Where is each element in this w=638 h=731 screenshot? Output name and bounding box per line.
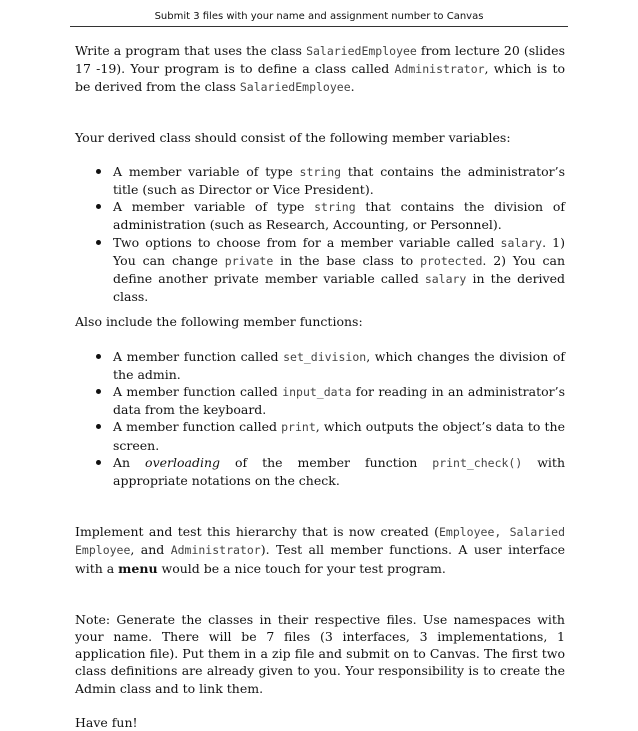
implement-text: would be a nice touch for your test program. bbox=[157, 560, 446, 576]
list-item bbox=[113, 348, 565, 383]
item-text: in the derived class. bbox=[113, 271, 565, 305]
item-text: A member function called bbox=[113, 384, 283, 400]
intro-text: , which is to be derived from the class bbox=[75, 61, 566, 95]
item-code: input_data bbox=[282, 385, 352, 400]
item-text: A member variable of type bbox=[113, 199, 315, 215]
list-item bbox=[113, 454, 565, 489]
note-paragraph: Note: Generate the classes in their respective files. Use namespaces with your name. There will be 7 files (3 interfaces, 3 implementations, 1 application file). Put them in a zip file and submit on to Canvas. The first two class definitions are already given to you. Your responsibility is to create the Admin class and to link them. bbox=[75, 611, 565, 696]
list-item bbox=[113, 163, 565, 198]
item-text: A member variable of type bbox=[113, 163, 300, 179]
intro-code: Administrator bbox=[394, 62, 485, 77]
item-text: Two options to choose from for a member variable called bbox=[113, 234, 501, 250]
intro-text: from lecture 20 (slides 17 -19). Your program is to define a class called bbox=[75, 43, 565, 77]
item-code: set_division bbox=[283, 349, 367, 364]
item-code: protected bbox=[420, 253, 483, 268]
item-text: , which outputs the object’s data to the screen. bbox=[113, 419, 566, 453]
item-code: print bbox=[281, 420, 316, 435]
implement-text: Implement and test this hierarchy that is now created ( bbox=[75, 524, 439, 540]
item-code: private bbox=[224, 253, 274, 268]
item-code: string bbox=[314, 200, 356, 215]
implement-text: ). Test all member functions. A user interface with a bbox=[75, 542, 565, 576]
list-item bbox=[113, 198, 565, 233]
document-body bbox=[75, 42, 565, 731]
implement-code: Employee, Salaried Employee bbox=[75, 525, 566, 558]
page-header bbox=[70, 10, 568, 27]
list-item bbox=[113, 383, 565, 418]
functions-list bbox=[75, 348, 565, 490]
closing-text: Have fun! bbox=[75, 714, 138, 730]
intro-code: SalariedEmployee bbox=[239, 80, 351, 95]
item-text: with appropriate notations on the check. bbox=[113, 454, 566, 489]
item-emphasis: overloading bbox=[145, 454, 221, 470]
variables-list bbox=[75, 163, 565, 306]
header-title: Submit 3 files with your name and assignment number to Canvas bbox=[154, 11, 484, 22]
item-text: , which changes the division of the admin. bbox=[113, 348, 565, 382]
item-text: An bbox=[113, 454, 146, 470]
list-item bbox=[113, 418, 565, 453]
item-code: print_check() bbox=[432, 455, 523, 470]
item-text: . 1) You can change bbox=[113, 234, 565, 268]
implement-text: , and bbox=[130, 542, 171, 558]
implement-bold: menu bbox=[118, 560, 158, 576]
item-text: in the base class to bbox=[273, 252, 421, 268]
intro-code: SalariedEmployee bbox=[306, 44, 417, 58]
item-code: salary bbox=[424, 272, 467, 287]
intro-text: . bbox=[350, 79, 355, 95]
item-text: of the member function bbox=[220, 454, 433, 470]
implement-code: Administrator bbox=[170, 543, 261, 558]
item-text: for reading in an administrator’s data from the keyboard. bbox=[113, 384, 565, 418]
implement-paragraph bbox=[75, 523, 565, 577]
list-item bbox=[113, 234, 565, 306]
intro-text: Write a program that uses the class bbox=[75, 43, 307, 58]
item-text: that contains the administrator’s title (such as Director or Vice President). bbox=[113, 163, 565, 198]
item-text: A member function called bbox=[113, 419, 282, 435]
intro-paragraph bbox=[75, 42, 565, 97]
functions-heading: Also include the following member functions: bbox=[75, 314, 363, 330]
item-text: that contains the division of administration (such as Research, Accounting, or Personnel). bbox=[113, 199, 565, 233]
item-code: salary bbox=[500, 235, 543, 250]
item-text: . 2) You can define another private member variable called bbox=[113, 252, 566, 287]
item-text: A member function called bbox=[113, 348, 284, 364]
variables-heading: Your derived class should consist of the following member variables: bbox=[75, 129, 511, 145]
item-code: string bbox=[299, 164, 342, 179]
